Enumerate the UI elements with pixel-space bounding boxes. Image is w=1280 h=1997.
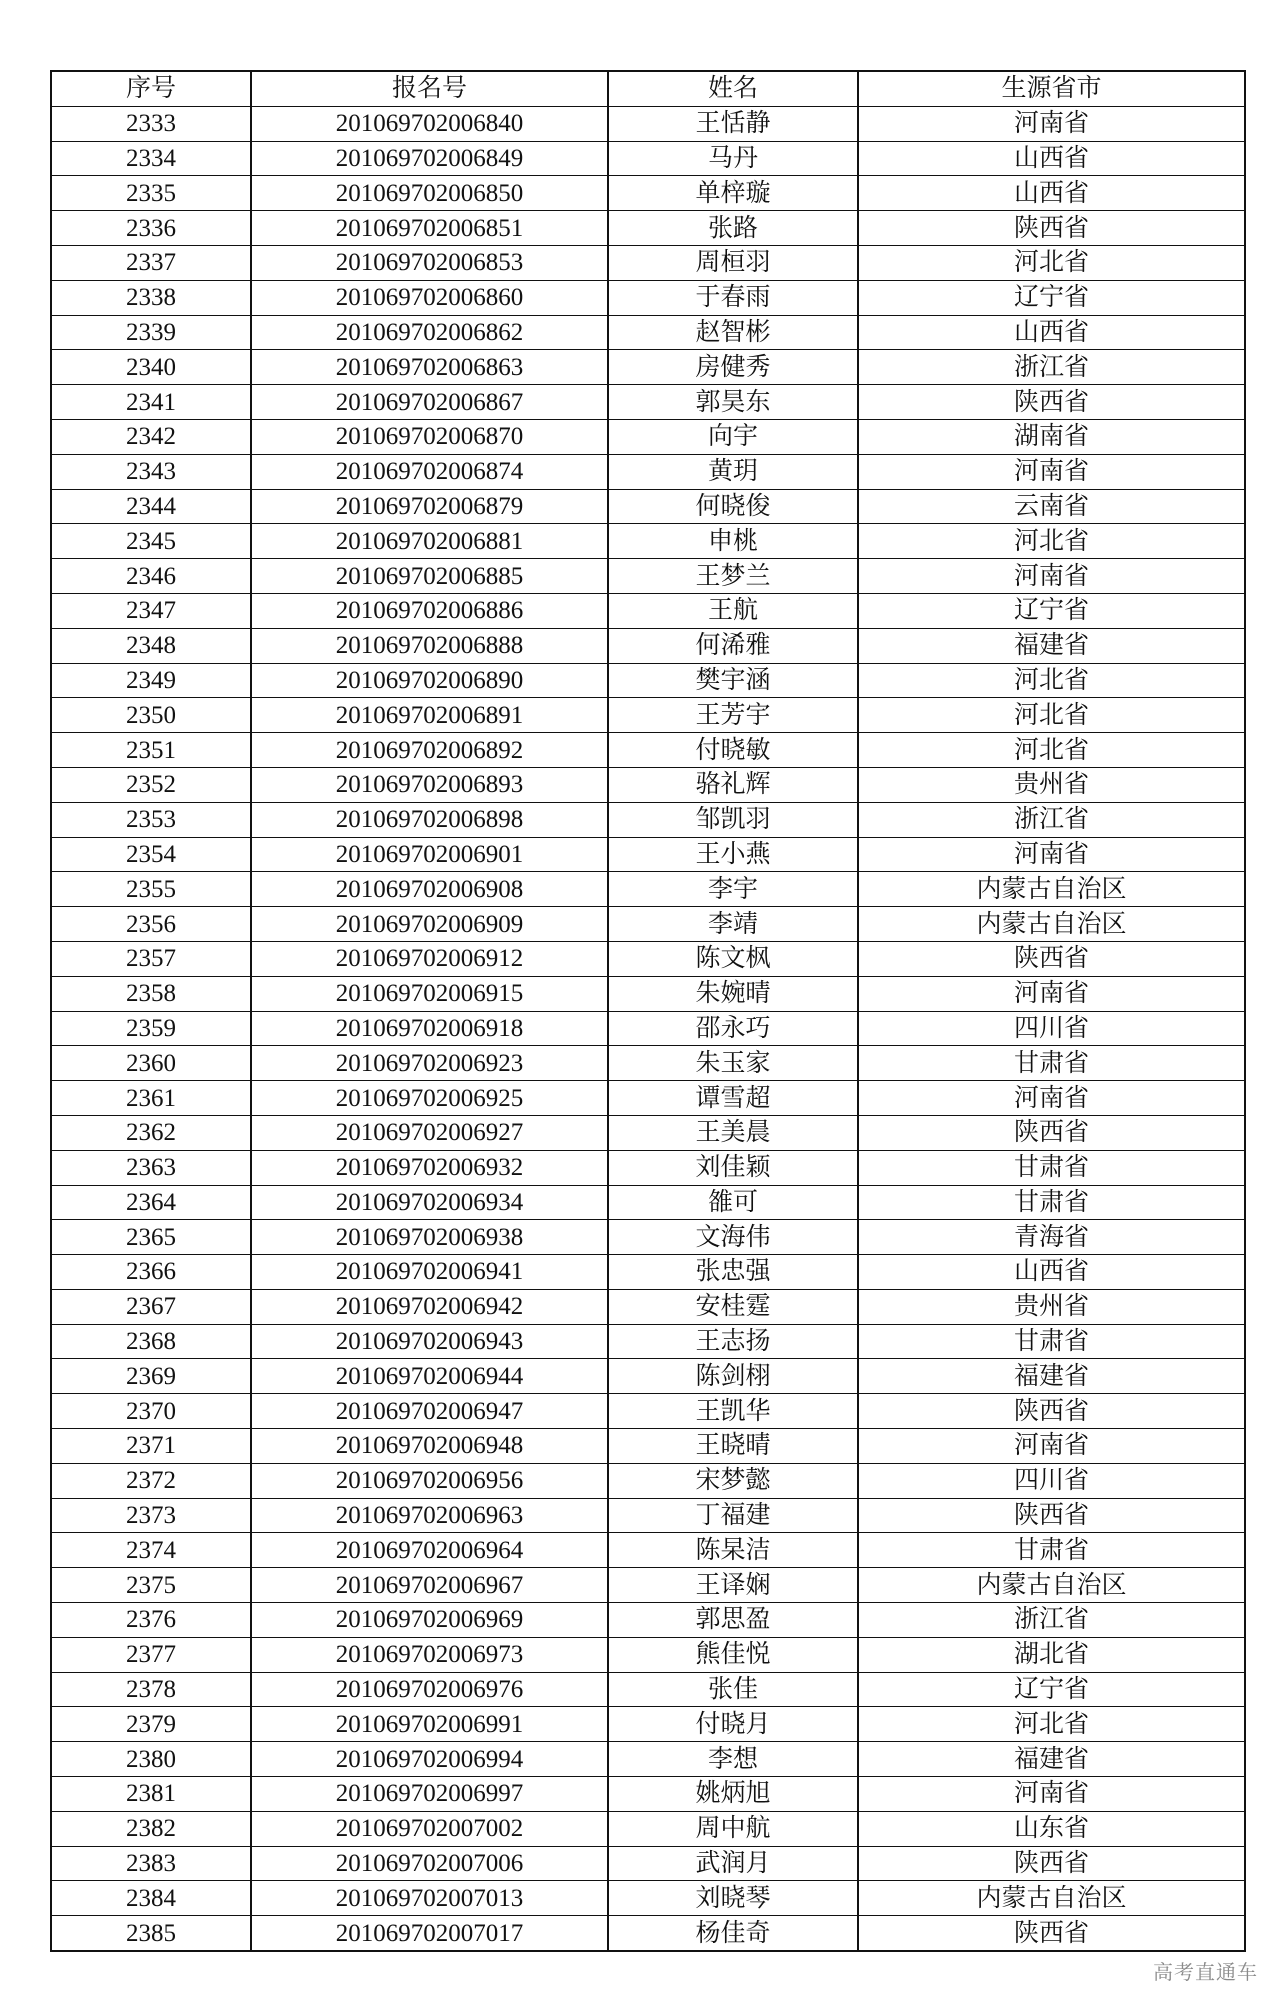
- cell-origin-province: 河南省: [858, 1081, 1245, 1116]
- table-row: [51, 767, 1245, 802]
- cell-registration-number: 201069702006890: [251, 663, 608, 698]
- cell-registration-number: 201069702006948: [251, 1429, 608, 1464]
- cell-registration-number: 201069702007006: [251, 1846, 608, 1881]
- header-origin-province: 生源省市: [858, 71, 1245, 106]
- cell-registration-number: 201069702006862: [251, 315, 608, 350]
- roster-sheet: [50, 70, 1244, 1952]
- cell-origin-province: 四川省: [858, 1463, 1245, 1498]
- header-registration-number: 报名号: [251, 71, 608, 106]
- cell-seq: 2381: [51, 1777, 251, 1812]
- cell-registration-number: 201069702006867: [251, 385, 608, 420]
- cell-name: 王志扬: [608, 1324, 858, 1359]
- cell-registration-number: 201069702006870: [251, 419, 608, 454]
- cell-seq: 2384: [51, 1881, 251, 1916]
- cell-registration-number: 201069702006967: [251, 1568, 608, 1603]
- cell-registration-number: 201069702006898: [251, 802, 608, 837]
- cell-seq: 2354: [51, 837, 251, 872]
- cell-seq: 2353: [51, 802, 251, 837]
- cell-name: 何浠雅: [608, 628, 858, 663]
- table-row: [51, 663, 1245, 698]
- table-row: [51, 1672, 1245, 1707]
- cell-seq: 2347: [51, 593, 251, 628]
- table-row: [51, 211, 1245, 246]
- cell-origin-province: 福建省: [858, 1359, 1245, 1394]
- table-row: [51, 1394, 1245, 1429]
- cell-seq: 2372: [51, 1463, 251, 1498]
- cell-seq: 2367: [51, 1289, 251, 1324]
- header-name: 姓名: [608, 71, 858, 106]
- cell-name: 文海伟: [608, 1220, 858, 1255]
- table-row: [51, 1289, 1245, 1324]
- cell-registration-number: 201069702006947: [251, 1394, 608, 1429]
- cell-seq: 2370: [51, 1394, 251, 1429]
- cell-origin-province: 河南省: [858, 106, 1245, 141]
- table-row: [51, 802, 1245, 837]
- cell-origin-province: 内蒙古自治区: [858, 872, 1245, 907]
- cell-registration-number: 201069702006860: [251, 280, 608, 315]
- cell-registration-number: 201069702006853: [251, 245, 608, 280]
- cell-name: 赵智彬: [608, 315, 858, 350]
- cell-name: 郭昊东: [608, 385, 858, 420]
- table-row: [51, 1046, 1245, 1081]
- cell-name: 朱婉晴: [608, 976, 858, 1011]
- cell-name: 周中航: [608, 1811, 858, 1846]
- cell-registration-number: 201069702006885: [251, 559, 608, 594]
- table-row: [51, 1707, 1245, 1742]
- cell-origin-province: 河南省: [858, 837, 1245, 872]
- cell-seq: 2364: [51, 1185, 251, 1220]
- cell-name: 武润月: [608, 1846, 858, 1881]
- cell-registration-number: 201069702006997: [251, 1777, 608, 1812]
- header-seq: 序号: [51, 71, 251, 106]
- table-row: [51, 1359, 1245, 1394]
- table-row: [51, 1846, 1245, 1881]
- cell-origin-province: 甘肃省: [858, 1324, 1245, 1359]
- cell-name: 李靖: [608, 907, 858, 942]
- table-row: [51, 1150, 1245, 1185]
- cell-name: 王凯华: [608, 1394, 858, 1429]
- cell-origin-province: 山西省: [858, 315, 1245, 350]
- cell-name: 刘晓琴: [608, 1881, 858, 1916]
- cell-seq: 2368: [51, 1324, 251, 1359]
- cell-name: 雒可: [608, 1185, 858, 1220]
- cell-registration-number: 201069702006892: [251, 733, 608, 768]
- table-row: [51, 593, 1245, 628]
- header-row: [51, 71, 1245, 106]
- watermark-text: 高考直通车: [1153, 1960, 1258, 1984]
- cell-origin-province: 贵州省: [858, 1289, 1245, 1324]
- cell-name: 邵永巧: [608, 1011, 858, 1046]
- cell-origin-province: 甘肃省: [858, 1533, 1245, 1568]
- cell-origin-province: 辽宁省: [858, 593, 1245, 628]
- cell-seq: 2379: [51, 1707, 251, 1742]
- cell-registration-number: 201069702006941: [251, 1255, 608, 1290]
- cell-name: 房健秀: [608, 350, 858, 385]
- cell-name: 王梦兰: [608, 559, 858, 594]
- table-row: [51, 106, 1245, 141]
- cell-name: 周桓羽: [608, 245, 858, 280]
- cell-seq: 2371: [51, 1429, 251, 1464]
- cell-origin-province: 浙江省: [858, 1603, 1245, 1638]
- table-row: [51, 1429, 1245, 1464]
- cell-origin-province: 山东省: [858, 1811, 1245, 1846]
- cell-name: 张佳: [608, 1672, 858, 1707]
- cell-origin-province: 福建省: [858, 1742, 1245, 1777]
- cell-name: 何晓俊: [608, 489, 858, 524]
- cell-origin-province: 山西省: [858, 1255, 1245, 1290]
- cell-origin-province: 河南省: [858, 454, 1245, 489]
- cell-origin-province: 内蒙古自治区: [858, 1881, 1245, 1916]
- cell-origin-province: 河北省: [858, 733, 1245, 768]
- cell-seq: 2366: [51, 1255, 251, 1290]
- cell-origin-province: 陕西省: [858, 1115, 1245, 1150]
- cell-origin-province: 河南省: [858, 1429, 1245, 1464]
- cell-seq: 2356: [51, 907, 251, 942]
- table-row: [51, 419, 1245, 454]
- cell-seq: 2341: [51, 385, 251, 420]
- cell-name: 马丹: [608, 141, 858, 176]
- cell-name: 樊宇涵: [608, 663, 858, 698]
- cell-name: 陈杲洁: [608, 1533, 858, 1568]
- cell-registration-number: 201069702006963: [251, 1498, 608, 1533]
- table-row: [51, 315, 1245, 350]
- table-row: [51, 176, 1245, 211]
- table-row: [51, 1568, 1245, 1603]
- cell-registration-number: 201069702006927: [251, 1115, 608, 1150]
- roster-table: [50, 70, 1246, 1952]
- cell-registration-number: 201069702006908: [251, 872, 608, 907]
- cell-seq: 2383: [51, 1846, 251, 1881]
- cell-name: 陈剑栩: [608, 1359, 858, 1394]
- cell-name: 付晓敏: [608, 733, 858, 768]
- cell-name: 朱玉家: [608, 1046, 858, 1081]
- cell-seq: 2345: [51, 524, 251, 559]
- cell-origin-province: 辽宁省: [858, 280, 1245, 315]
- cell-registration-number: 201069702006944: [251, 1359, 608, 1394]
- cell-name: 姚炳旭: [608, 1777, 858, 1812]
- cell-seq: 2359: [51, 1011, 251, 1046]
- table-row: [51, 280, 1245, 315]
- cell-registration-number: 201069702006901: [251, 837, 608, 872]
- cell-registration-number: 201069702006891: [251, 698, 608, 733]
- cell-origin-province: 甘肃省: [858, 1185, 1245, 1220]
- cell-name: 邹凯羽: [608, 802, 858, 837]
- table-row: [51, 524, 1245, 559]
- cell-origin-province: 内蒙古自治区: [858, 907, 1245, 942]
- cell-registration-number: 201069702006973: [251, 1637, 608, 1672]
- cell-seq: 2373: [51, 1498, 251, 1533]
- cell-seq: 2363: [51, 1150, 251, 1185]
- cell-name: 丁福建: [608, 1498, 858, 1533]
- cell-seq: 2378: [51, 1672, 251, 1707]
- cell-registration-number: 201069702006915: [251, 976, 608, 1011]
- cell-registration-number: 201069702006934: [251, 1185, 608, 1220]
- cell-origin-province: 浙江省: [858, 350, 1245, 385]
- cell-name: 李宇: [608, 872, 858, 907]
- table-row: [51, 1463, 1245, 1498]
- cell-origin-province: 陕西省: [858, 1916, 1245, 1951]
- table-row: [51, 1220, 1245, 1255]
- cell-name: 于春雨: [608, 280, 858, 315]
- cell-seq: 2360: [51, 1046, 251, 1081]
- cell-registration-number: 201069702006994: [251, 1742, 608, 1777]
- cell-registration-number: 201069702006976: [251, 1672, 608, 1707]
- cell-origin-province: 山西省: [858, 141, 1245, 176]
- cell-origin-province: 河南省: [858, 559, 1245, 594]
- table-row: [51, 1603, 1245, 1638]
- cell-registration-number: 201069702006942: [251, 1289, 608, 1324]
- cell-name: 张忠强: [608, 1255, 858, 1290]
- table-row: [51, 872, 1245, 907]
- cell-registration-number: 201069702006863: [251, 350, 608, 385]
- cell-name: 申桃: [608, 524, 858, 559]
- table-row: [51, 245, 1245, 280]
- cell-origin-province: 陕西省: [858, 941, 1245, 976]
- cell-name: 宋梦懿: [608, 1463, 858, 1498]
- table-row: [51, 1498, 1245, 1533]
- cell-origin-province: 陕西省: [858, 1498, 1245, 1533]
- cell-seq: 2339: [51, 315, 251, 350]
- cell-registration-number: 201069702006886: [251, 593, 608, 628]
- cell-registration-number: 201069702006874: [251, 454, 608, 489]
- table-row: [51, 1533, 1245, 1568]
- cell-origin-province: 湖南省: [858, 419, 1245, 454]
- cell-registration-number: 201069702006851: [251, 211, 608, 246]
- table-row: [51, 837, 1245, 872]
- cell-registration-number: 201069702006943: [251, 1324, 608, 1359]
- cell-registration-number: 201069702006991: [251, 1707, 608, 1742]
- cell-origin-province: 河南省: [858, 976, 1245, 1011]
- cell-name: 骆礼辉: [608, 767, 858, 802]
- cell-name: 王美晨: [608, 1115, 858, 1150]
- cell-seq: 2342: [51, 419, 251, 454]
- table-row: [51, 385, 1245, 420]
- cell-registration-number: 201069702006925: [251, 1081, 608, 1116]
- cell-origin-province: 陕西省: [858, 1394, 1245, 1429]
- table-row: [51, 1081, 1245, 1116]
- cell-seq: 2340: [51, 350, 251, 385]
- table-row: [51, 141, 1245, 176]
- cell-name: 谭雪超: [608, 1081, 858, 1116]
- cell-origin-province: 湖北省: [858, 1637, 1245, 1672]
- cell-seq: 2362: [51, 1115, 251, 1150]
- cell-origin-province: 河南省: [858, 1777, 1245, 1812]
- cell-origin-province: 青海省: [858, 1220, 1245, 1255]
- cell-seq: 2377: [51, 1637, 251, 1672]
- cell-registration-number: 201069702006849: [251, 141, 608, 176]
- cell-registration-number: 201069702006912: [251, 941, 608, 976]
- table-row: [51, 1916, 1245, 1951]
- cell-seq: 2348: [51, 628, 251, 663]
- cell-origin-province: 陕西省: [858, 385, 1245, 420]
- table-row: [51, 1185, 1245, 1220]
- cell-origin-province: 甘肃省: [858, 1046, 1245, 1081]
- cell-origin-province: 陕西省: [858, 1846, 1245, 1881]
- cell-seq: 2338: [51, 280, 251, 315]
- cell-name: 单梓璇: [608, 176, 858, 211]
- table-row: [51, 1255, 1245, 1290]
- cell-seq: 2369: [51, 1359, 251, 1394]
- cell-seq: 2376: [51, 1603, 251, 1638]
- cell-seq: 2365: [51, 1220, 251, 1255]
- cell-origin-province: 浙江省: [858, 802, 1245, 837]
- cell-origin-province: 陕西省: [858, 211, 1245, 246]
- cell-name: 熊佳悦: [608, 1637, 858, 1672]
- cell-seq: 2346: [51, 559, 251, 594]
- cell-name: 王译娴: [608, 1568, 858, 1603]
- cell-registration-number: 201069702006918: [251, 1011, 608, 1046]
- table-row: [51, 1777, 1245, 1812]
- cell-registration-number: 201069702007013: [251, 1881, 608, 1916]
- cell-name: 陈文枫: [608, 941, 858, 976]
- cell-origin-province: 河北省: [858, 1707, 1245, 1742]
- cell-seq: 2355: [51, 872, 251, 907]
- cell-seq: 2351: [51, 733, 251, 768]
- cell-registration-number: 201069702006932: [251, 1150, 608, 1185]
- cell-seq: 2382: [51, 1811, 251, 1846]
- cell-origin-province: 河北省: [858, 663, 1245, 698]
- cell-seq: 2333: [51, 106, 251, 141]
- cell-seq: 2349: [51, 663, 251, 698]
- cell-name: 杨佳奇: [608, 1916, 858, 1951]
- cell-registration-number: 201069702006938: [251, 1220, 608, 1255]
- cell-registration-number: 201069702006879: [251, 489, 608, 524]
- cell-registration-number: 201069702006881: [251, 524, 608, 559]
- cell-seq: 2334: [51, 141, 251, 176]
- table-row: [51, 698, 1245, 733]
- cell-seq: 2357: [51, 941, 251, 976]
- cell-name: 刘佳颖: [608, 1150, 858, 1185]
- cell-origin-province: 云南省: [858, 489, 1245, 524]
- cell-seq: 2358: [51, 976, 251, 1011]
- cell-registration-number: 201069702006956: [251, 1463, 608, 1498]
- cell-name: 张路: [608, 211, 858, 246]
- cell-origin-province: 河北省: [858, 524, 1245, 559]
- table-row: [51, 489, 1245, 524]
- cell-name: 郭思盈: [608, 1603, 858, 1638]
- table-row: [51, 941, 1245, 976]
- cell-name: 安桂霆: [608, 1289, 858, 1324]
- cell-origin-province: 河北省: [858, 698, 1245, 733]
- table-row: [51, 907, 1245, 942]
- cell-name: 付晓月: [608, 1707, 858, 1742]
- table-row: [51, 559, 1245, 594]
- cell-origin-province: 辽宁省: [858, 1672, 1245, 1707]
- table-row: [51, 733, 1245, 768]
- cell-name: 王恬静: [608, 106, 858, 141]
- cell-registration-number: 201069702006909: [251, 907, 608, 942]
- cell-origin-province: 内蒙古自治区: [858, 1568, 1245, 1603]
- cell-name: 向宇: [608, 419, 858, 454]
- cell-registration-number: 201069702006964: [251, 1533, 608, 1568]
- table-row: [51, 1115, 1245, 1150]
- table-row: [51, 350, 1245, 385]
- table-row: [51, 1811, 1245, 1846]
- cell-origin-province: 四川省: [858, 1011, 1245, 1046]
- cell-name: 王晓晴: [608, 1429, 858, 1464]
- cell-registration-number: 201069702006923: [251, 1046, 608, 1081]
- table-row: [51, 628, 1245, 663]
- cell-registration-number: 201069702007002: [251, 1811, 608, 1846]
- table-row: [51, 1881, 1245, 1916]
- roster-body: [51, 106, 1245, 1951]
- cell-registration-number: 201069702006850: [251, 176, 608, 211]
- table-row: [51, 454, 1245, 489]
- cell-seq: 2335: [51, 176, 251, 211]
- table-row: [51, 1011, 1245, 1046]
- cell-seq: 2336: [51, 211, 251, 246]
- cell-name: 王芳宇: [608, 698, 858, 733]
- table-row: [51, 976, 1245, 1011]
- table-row: [51, 1324, 1245, 1359]
- cell-name: 王小燕: [608, 837, 858, 872]
- table-row: [51, 1742, 1245, 1777]
- cell-origin-province: 福建省: [858, 628, 1245, 663]
- cell-seq: 2350: [51, 698, 251, 733]
- cell-seq: 2361: [51, 1081, 251, 1116]
- cell-origin-province: 贵州省: [858, 767, 1245, 802]
- cell-registration-number: 201069702006840: [251, 106, 608, 141]
- cell-seq: 2385: [51, 1916, 251, 1951]
- cell-seq: 2352: [51, 767, 251, 802]
- cell-registration-number: 201069702007017: [251, 1916, 608, 1951]
- cell-seq: 2344: [51, 489, 251, 524]
- cell-origin-province: 山西省: [858, 176, 1245, 211]
- cell-origin-province: 甘肃省: [858, 1150, 1245, 1185]
- cell-name: 黄玥: [608, 454, 858, 489]
- cell-seq: 2343: [51, 454, 251, 489]
- cell-registration-number: 201069702006888: [251, 628, 608, 663]
- cell-origin-province: 河北省: [858, 245, 1245, 280]
- cell-seq: 2374: [51, 1533, 251, 1568]
- cell-registration-number: 201069702006969: [251, 1603, 608, 1638]
- table-row: [51, 1637, 1245, 1672]
- cell-seq: 2375: [51, 1568, 251, 1603]
- cell-seq: 2337: [51, 245, 251, 280]
- cell-registration-number: 201069702006893: [251, 767, 608, 802]
- cell-name: 李想: [608, 1742, 858, 1777]
- cell-seq: 2380: [51, 1742, 251, 1777]
- cell-name: 王航: [608, 593, 858, 628]
